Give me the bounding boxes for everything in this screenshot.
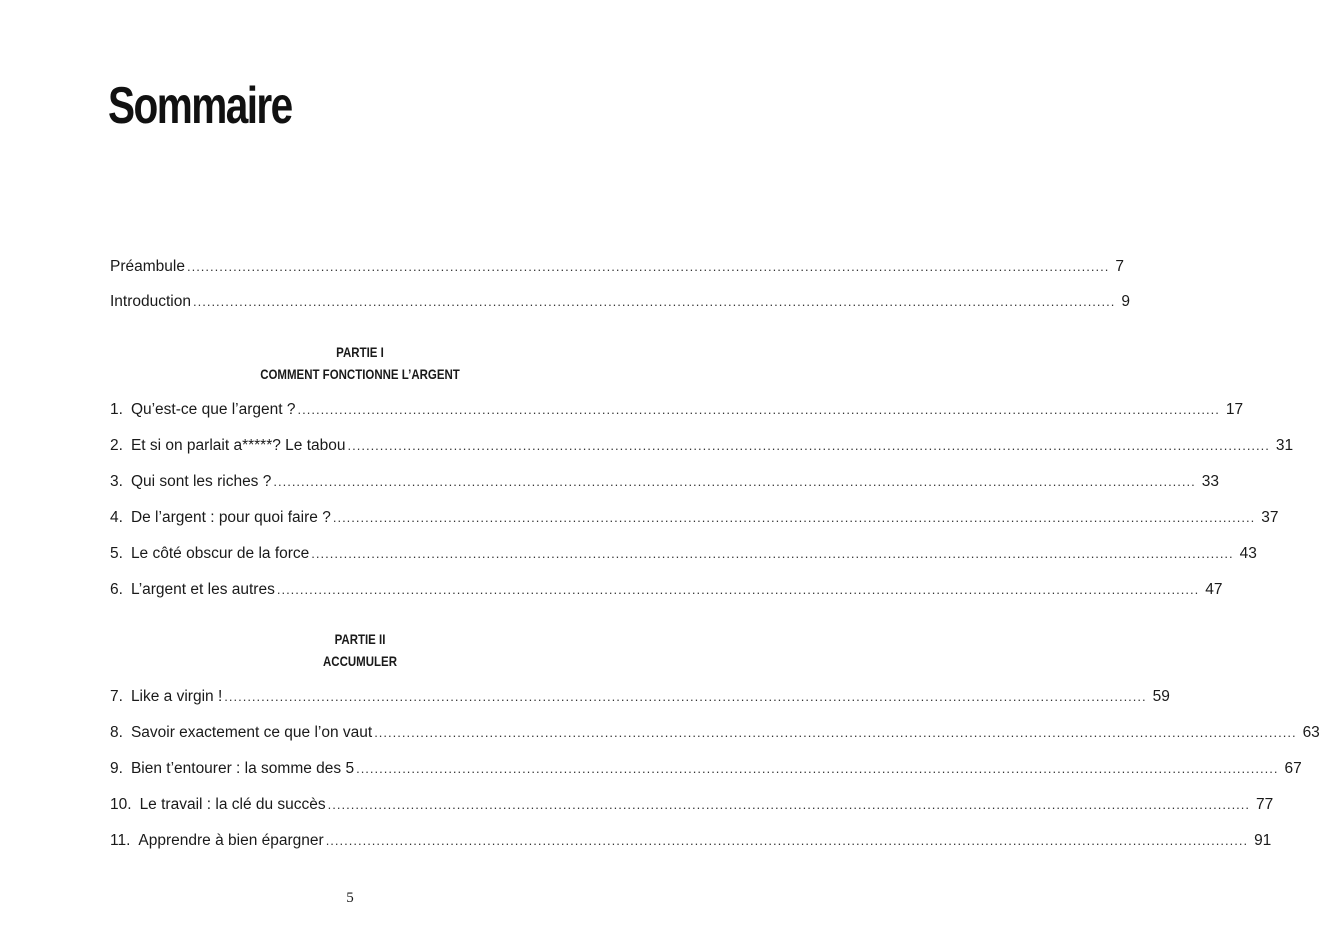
toc-chapter[interactable] [110, 399, 1244, 421]
chapter-number: 2. [110, 437, 123, 454]
chapter-page: 67 [1284, 760, 1302, 777]
chapter-page: 59 [1152, 688, 1170, 705]
chapter-title: Apprendre à bien épargner [138, 832, 324, 849]
chapter-number: 10. [110, 796, 132, 813]
chapter-page: 77 [1256, 796, 1274, 813]
chapter-page: 37 [1261, 509, 1279, 526]
chapter-title: Et si on parlait a*****? Le tabou [130, 437, 346, 454]
chapter-number: 1. [110, 401, 123, 418]
dot-leader: ........................................................................................................................................................................................................ [327, 797, 1251, 812]
chapter-number: 11. [110, 832, 131, 849]
toc-chapter[interactable] [110, 722, 1320, 744]
chapter-page: 91 [1254, 832, 1272, 849]
toc-chapter[interactable] [110, 794, 1274, 816]
dot-leader: ........................................................................................................................................................................................................ [374, 725, 1297, 740]
chapter-number: 8. [110, 724, 123, 741]
toc-chapter[interactable] [110, 471, 1219, 493]
chapter-title: Qui sont les riches ? [130, 473, 272, 490]
dot-leader: ........................................................................................................................................................................................................ [311, 546, 1234, 561]
toc-chapter[interactable] [110, 686, 1170, 708]
toc-chapter[interactable] [110, 435, 1294, 457]
chapter-title: L’argent et les autres [130, 581, 275, 598]
toc-chapter[interactable] [110, 507, 1279, 529]
dot-leader: ........................................................................................................................................................................................................ [273, 474, 1196, 489]
chapter-title: Savoir exactement ce que l’on vaut [130, 724, 373, 741]
dot-leader: ........................................................................................................................................................................................................ [276, 582, 1200, 597]
chapter-number: 3. [110, 473, 123, 490]
dot-leader: ........................................................................................................................................................................................................ [347, 438, 1270, 453]
dot-leader: ........................................................................................................................................................................................................ [332, 510, 1256, 525]
chapter-page: 31 [1275, 437, 1294, 454]
chapter-number: 4. [110, 509, 123, 526]
toc-entry-label: Introduction [110, 293, 191, 310]
dot-leader: ........................................................................................................................................................................................................ [356, 761, 1279, 776]
dot-leader: ........................................................................................................................................................................................................ [325, 833, 1249, 848]
dot-leader: ........................................................................................................................................................................................................ [224, 689, 1147, 704]
chapter-title: Le côté obscur de la force [130, 545, 310, 562]
toc-entry-label: Préambule [110, 258, 185, 275]
chapter-page: 63 [1302, 724, 1320, 741]
chapter-number: 6. [110, 581, 123, 598]
toc-entry-page: 7 [1115, 258, 1124, 275]
toc-entry-preambule[interactable] [110, 256, 1124, 278]
part-subtitle: COMMENT FONCTIONNE L’ARGENT [260, 366, 460, 382]
chapter-title: De l’argent : pour quoi faire ? [130, 509, 331, 526]
toc-chapter[interactable] [110, 830, 1272, 852]
toc-chapter[interactable] [110, 758, 1302, 780]
chapter-number: 5. [110, 545, 123, 562]
page-title: Sommaire [108, 77, 292, 135]
part-heading: PARTIE I [336, 344, 384, 360]
part-heading: PARTIE II [334, 631, 386, 647]
chapter-title: Like a virgin ! [130, 688, 223, 705]
page-number: 5 [346, 890, 354, 906]
chapter-page: 33 [1201, 473, 1219, 490]
chapter-title: Bien t’entourer : la somme des 5 [130, 760, 355, 777]
toc-entry-introduction[interactable] [110, 291, 1130, 313]
chapter-number: 9. [110, 760, 123, 777]
toc-chapter[interactable] [110, 579, 1223, 601]
part-subtitle: ACCUMULER [323, 653, 397, 669]
toc-entry-page: 9 [1121, 293, 1130, 310]
chapter-page: 43 [1239, 545, 1257, 562]
dot-leader: ........................................................................................................................................................................................................ [297, 402, 1220, 417]
chapter-title: Le travail : la clé du succès [139, 796, 326, 813]
dot-leader: ........................................................................................................................................................................................................ [186, 259, 1110, 274]
toc-chapter[interactable] [110, 543, 1257, 565]
chapter-page: 17 [1225, 401, 1244, 418]
chapter-page: 47 [1205, 581, 1223, 598]
dot-leader: ........................................................................................................................................................................................................ [193, 294, 1116, 309]
chapter-number: 7. [110, 688, 123, 705]
chapter-title: Qu’est-ce que l’argent ? [130, 401, 296, 418]
